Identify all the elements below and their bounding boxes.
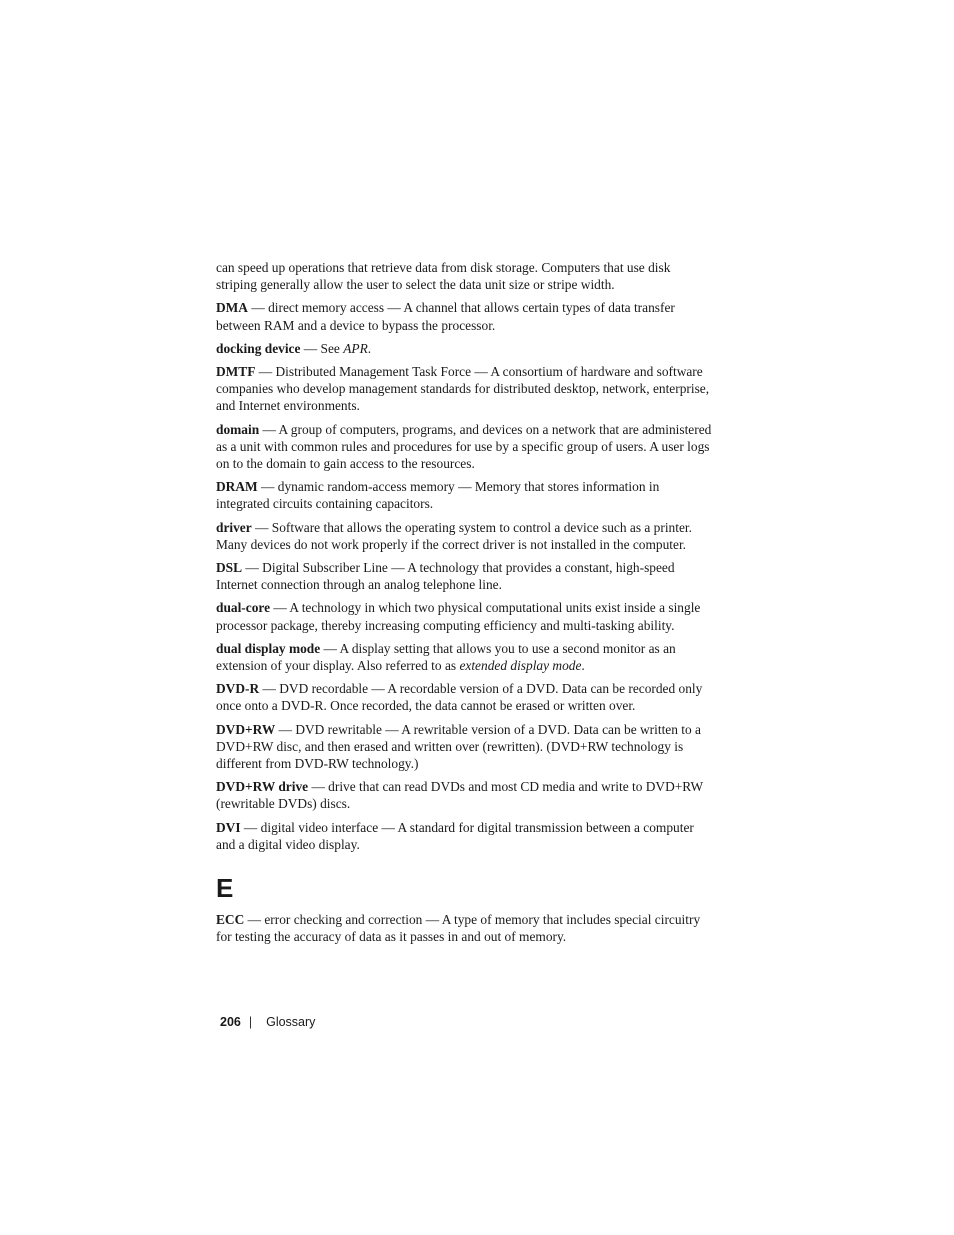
glossary-entries-e xyxy=(216,911,714,945)
glossary-term: DVD+RW xyxy=(216,721,276,737)
glossary-definition: — A group of computers, programs, and devices on a network that are administered as a unit with common rules and procedures for use by a specific group of users. A user logs on to the domain to gain access to the resources. xyxy=(216,421,712,472)
glossary-term: DMTF xyxy=(216,364,256,380)
footer-section-title: Glossary xyxy=(266,1015,316,1029)
glossary-entry xyxy=(216,363,714,415)
glossary-term: dual display mode xyxy=(216,640,321,656)
glossary-entries-d xyxy=(216,259,714,853)
glossary-entry xyxy=(216,599,714,633)
glossary-definition: — dynamic random-access memory — Memory that stores information in integrated circuits containing capacitors. xyxy=(216,479,660,512)
glossary-definition-tail: . xyxy=(367,340,372,356)
glossary-term: docking device xyxy=(216,340,301,356)
glossary-reference: extended display mode xyxy=(459,658,582,674)
glossary-entry xyxy=(216,721,714,773)
glossary-definition: — drive that can read DVDs and most CD media and write to DVD+RW (rewritable DVDs) discs. xyxy=(216,779,703,812)
glossary-definition: — Digital Subscriber Line — A technology that provides a constant, high-speed Internet connection through an analog telephone line. xyxy=(216,560,675,593)
glossary-term: DVD-R xyxy=(216,681,260,697)
page-number: 206 xyxy=(220,1015,241,1029)
glossary-entry xyxy=(216,519,714,553)
glossary-entry xyxy=(216,478,714,512)
glossary-term: DVI xyxy=(216,819,241,835)
footer-separator: | xyxy=(248,1015,253,1029)
glossary-entry xyxy=(216,640,714,674)
glossary-definition: can speed up operations that retrieve data from disk storage. Computers that use disk striping generally allow the user to select the data unit size or stripe width. xyxy=(216,260,671,293)
glossary-entry xyxy=(216,911,714,945)
glossary-definition: — Software that allows the operating system to control a device such as a printer. Many devices do not work properly if the correct driver is not installed in the computer. xyxy=(216,519,692,552)
glossary-term: ECC xyxy=(216,912,245,928)
glossary-entry xyxy=(216,680,714,714)
glossary-definition: — error checking and correction — A type of memory that includes special circuitry for testing the accuracy of data as it passes in and out of memory. xyxy=(216,912,701,945)
glossary-entry xyxy=(216,819,714,853)
glossary-definition: — DVD rewritable — A rewritable version of a DVD. Data can be written to a DVD+RW disc, and then erased and written over (rewritten). (DVD+RW technology is different from DVD-RW technology.) xyxy=(216,721,701,772)
glossary-term: DSL xyxy=(216,560,243,576)
glossary-term: DMA xyxy=(216,300,248,316)
glossary-reference: APR xyxy=(343,340,368,356)
glossary-term: dual-core xyxy=(216,600,271,616)
glossary-definition: — A technology in which two physical computational units exist inside a single processor package, thereby increasing computing efficiency and multi-tasking ability. xyxy=(216,600,701,633)
glossary-definition-tail: . xyxy=(581,658,585,674)
glossary-term: driver xyxy=(216,519,252,535)
glossary-entry xyxy=(216,421,714,473)
page-footer xyxy=(220,1015,315,1029)
glossary-definition: — direct memory access — A channel that allows certain types of data transfer between RAM and a device to bypass the processor. xyxy=(216,300,675,333)
glossary-definition: — Distributed Management Task Force — A consortium of hardware and software companies who develop management standards for distributed desktop, network, enterprise, and Internet environments. xyxy=(216,364,710,414)
glossary-definition: — digital video interface — A standard for digital transmission between a computer and a digital video display. xyxy=(216,819,694,852)
glossary-entry xyxy=(216,340,714,357)
glossary-definition: — DVD recordable — A recordable version of a DVD. Data can be recorded only once onto a DVD-R. Once recorded, the data cannot be erased or written over. xyxy=(216,681,703,714)
glossary-definition: — A display setting that allows you to use a second monitor as an extension of your display. Also referred to as xyxy=(216,640,676,674)
glossary-page xyxy=(216,259,714,952)
glossary-entry xyxy=(216,778,714,812)
section-heading-e: E xyxy=(216,873,234,904)
glossary-entry xyxy=(216,299,714,333)
glossary-entry xyxy=(216,259,714,293)
glossary-term: domain xyxy=(216,421,260,437)
glossary-term: DVD+RW drive xyxy=(216,779,309,795)
glossary-entry xyxy=(216,559,714,593)
glossary-term: DRAM xyxy=(216,479,258,495)
glossary-definition: — See xyxy=(300,340,344,356)
